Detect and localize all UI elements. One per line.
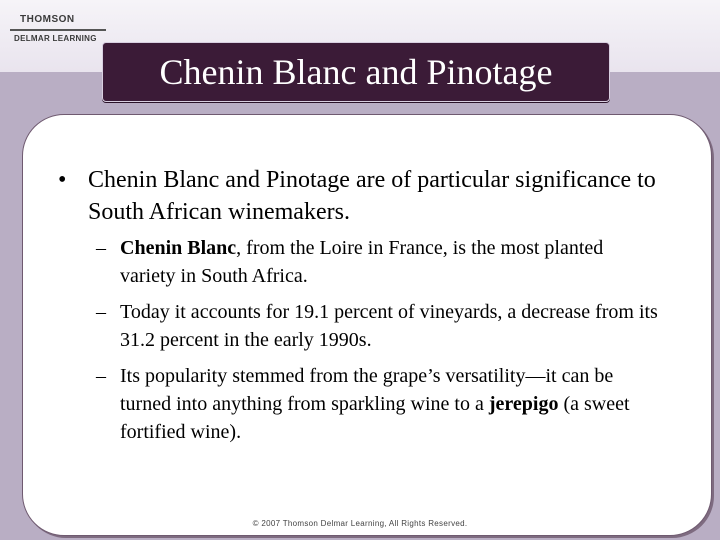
bullet-marker: • <box>58 167 67 193</box>
copyright-footer: © 2007 Thomson Delmar Learning, All Rights Reserved. <box>252 519 468 528</box>
publisher-logo <box>10 12 110 50</box>
sub-bullet-pre: Its popularity stemmed from the grape’s versatility—it can be turned into anything from sparkling wine to a <box>120 365 614 415</box>
logo-text-thomson: THOMSON <box>20 14 75 25</box>
sub-bullet-text <box>120 362 660 446</box>
bold-term-jerepigo: jerepigo <box>488 393 559 415</box>
sub-bullet-rest: , from the Loire in France, is the most planted variety in South Africa. <box>120 237 604 287</box>
sub-bullet-text <box>120 234 660 290</box>
logo-text-delmar: DELMAR LEARNING <box>14 34 97 43</box>
sub-bullet-marker: – <box>96 301 106 323</box>
sub-bullet-marker: – <box>96 365 106 387</box>
sub-bullet-post: (a sweet fortified wine). <box>120 393 630 443</box>
logo-divider <box>10 29 106 31</box>
bold-term-chenin-blanc: Chenin Blanc <box>120 237 237 259</box>
main-bullet-text: Chenin Blanc and Pinotage are of particular significance to South African winemakers. <box>88 167 656 225</box>
sub-bullet-text: Today it accounts for 19.1 percent of vineyards, a decrease from its 31.2 percent in the early 1990s. <box>120 301 658 351</box>
slide-title: Chenin Blanc and Pinotage <box>102 42 610 102</box>
sub-bullet-marker: – <box>96 237 106 259</box>
